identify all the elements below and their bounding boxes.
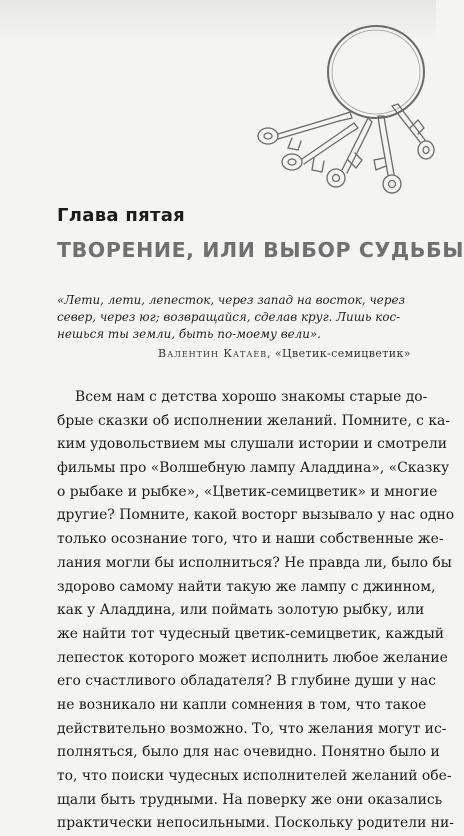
body-line: то, что поиски чудесных исполнителей желаний обе- [57, 768, 452, 784]
epigraph-line: нешься ты земли, быть по-моему вели». [57, 327, 321, 341]
body-line: лания могли бы исполниться? Не правда ли, было бы [57, 554, 452, 571]
body-line: лепесток которого может исполнить любое желание [57, 649, 448, 666]
epigraph-source: , «Цветик-семицветик» [267, 347, 411, 360]
body-line: другие? Помните, какой восторг вызывало у нас одно [57, 507, 455, 524]
keys-illustration [258, 10, 436, 196]
body-line: фильмы про «Волшебную лампу Аладдина», «Сказку [57, 460, 450, 477]
epigraph-author: Валентин Катаев [158, 347, 268, 360]
body-text [57, 386, 455, 836]
body-line: как у Аладдина, или поймать золотую рыбку, или [57, 602, 425, 619]
body-line: только осознание того, что и наши собственные же- [57, 531, 444, 548]
body-line: его счастливого обладателя? В глубине души у нас [57, 673, 436, 690]
body-line: о рыбаке и рыбке», «Цветик-семицветик» и многие [57, 483, 438, 500]
chapter-label: Глава пятая [57, 205, 186, 226]
body-line: действительно возможно. То, что желания могут ис- [57, 720, 447, 737]
epigraph [57, 292, 447, 343]
body-line: Всем нам с детства хорошо знакомы старые до- [75, 389, 428, 405]
body-line: практически непосильными. Поскольку родители ни- [57, 815, 454, 832]
body-line: ким удовольствием мы слушали истории и смотрели [57, 436, 447, 453]
body-line: здорово самому найти такую же лампу с джинном, [57, 578, 436, 595]
epigraph-line: север, через юг; возвращайся, сделав круг. Лишь кос- [57, 310, 401, 324]
epigraph-attribution [158, 347, 411, 360]
epigraph-line: «Лети, лети, лепесток, через запад на восток, через [57, 293, 405, 307]
body-line: полняться, было для нас очевидно. Понятно было и [57, 744, 440, 761]
body-line: щали быть трудными. На поверку же они оказались [57, 791, 443, 808]
body-line: не возникало ни капли сомнения в том, что такое [57, 696, 427, 713]
body-line: брые сказки об исполнении желаний. Помните, с ка- [57, 412, 451, 429]
body-line: же найти тот чудесный цветик-семицветик, каждый [57, 625, 445, 642]
chapter-title: ТВОРЕНИЕ, ИЛИ ВЫБОР СУДЬБЫ [57, 238, 464, 262]
